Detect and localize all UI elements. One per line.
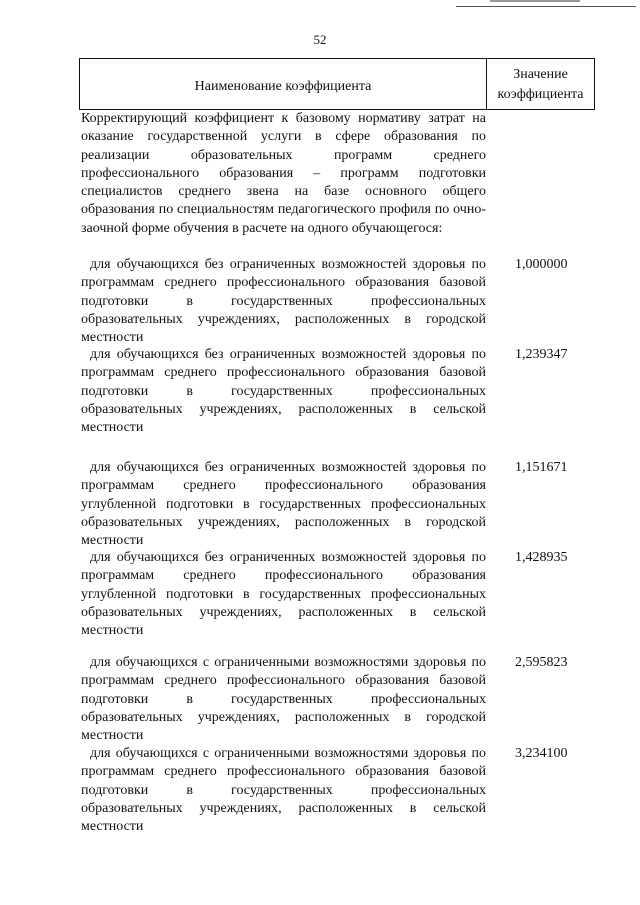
row-value: 1,000000	[515, 257, 568, 272]
page-number: 52	[313, 32, 327, 47]
table-row	[81, 549, 595, 640]
table-row	[81, 346, 595, 437]
header-coefficient-name: Наименование коэффициента	[80, 59, 487, 109]
row-description: для обучающихся без ограниченных возможностей здоровья по программам среднего профессионального образования базовой подготовки в государственных профессиональных образовательных учреждениях, расположенных в городской местности	[81, 257, 486, 346]
row-value: 1,151671	[515, 460, 568, 475]
row-value: 1,239347	[515, 347, 568, 362]
row-description: для обучающихся с ограниченными возможностями здоровья по программам среднего профессионального образования базовой подготовки в государственных профессиональных образовательных учреждениях, расположенных в сельской местности	[81, 746, 486, 835]
header-value-line2: коэффициента	[497, 87, 584, 102]
scan-line	[490, 0, 580, 2]
row-value: 2,595823	[515, 655, 568, 670]
table-row	[81, 256, 595, 347]
header-coefficient-value	[487, 59, 594, 109]
row-description: для обучающихся с ограниченными возможностями здоровья по программам среднего профессионального образования базовой подготовки в государственных профессиональных образовательных учреждениях, расположенных в городской местности	[81, 655, 486, 744]
table-row	[81, 745, 595, 836]
row-description: для обучающихся без ограниченных возможностей здоровья по программам среднего профессионального образования углубленной подготовки в государственных профессиональных образовательных учреждениях, расположенных в городской местности	[81, 460, 486, 549]
table-row	[81, 459, 595, 550]
row-description: для обучающихся без ограниченных возможностей здоровья по программам среднего профессионального образования базовой подготовки в государственных профессиональных образовательных учреждениях, расположенных в сельской местности	[81, 347, 486, 436]
table-row	[81, 654, 595, 745]
scan-line	[456, 6, 636, 7]
coefficient-heading: Корректирующий коэффициент к базовому нормативу затрат на оказание государственной услуги в сфере образования по реализации образовательных программ среднего профессионального образования – программ подготовки специалистов среднего звена на базе основного общего образования по специальностям педагогического профиля по очно-заочной форме обучения в расчете на одного обучающегося:	[81, 111, 486, 236]
table-header	[79, 58, 595, 110]
row-value: 1,428935	[515, 550, 568, 565]
header-value-line1: Значение	[513, 67, 568, 82]
row-value: 3,234100	[515, 746, 568, 761]
row-description: для обучающихся без ограниченных возможностей здоровья по программам среднего профессионального образования углубленной подготовки в государственных профессиональных образовательных учреждениях, расположенных в сельской местности	[81, 550, 486, 639]
scan-edge-marks	[450, 0, 640, 14]
